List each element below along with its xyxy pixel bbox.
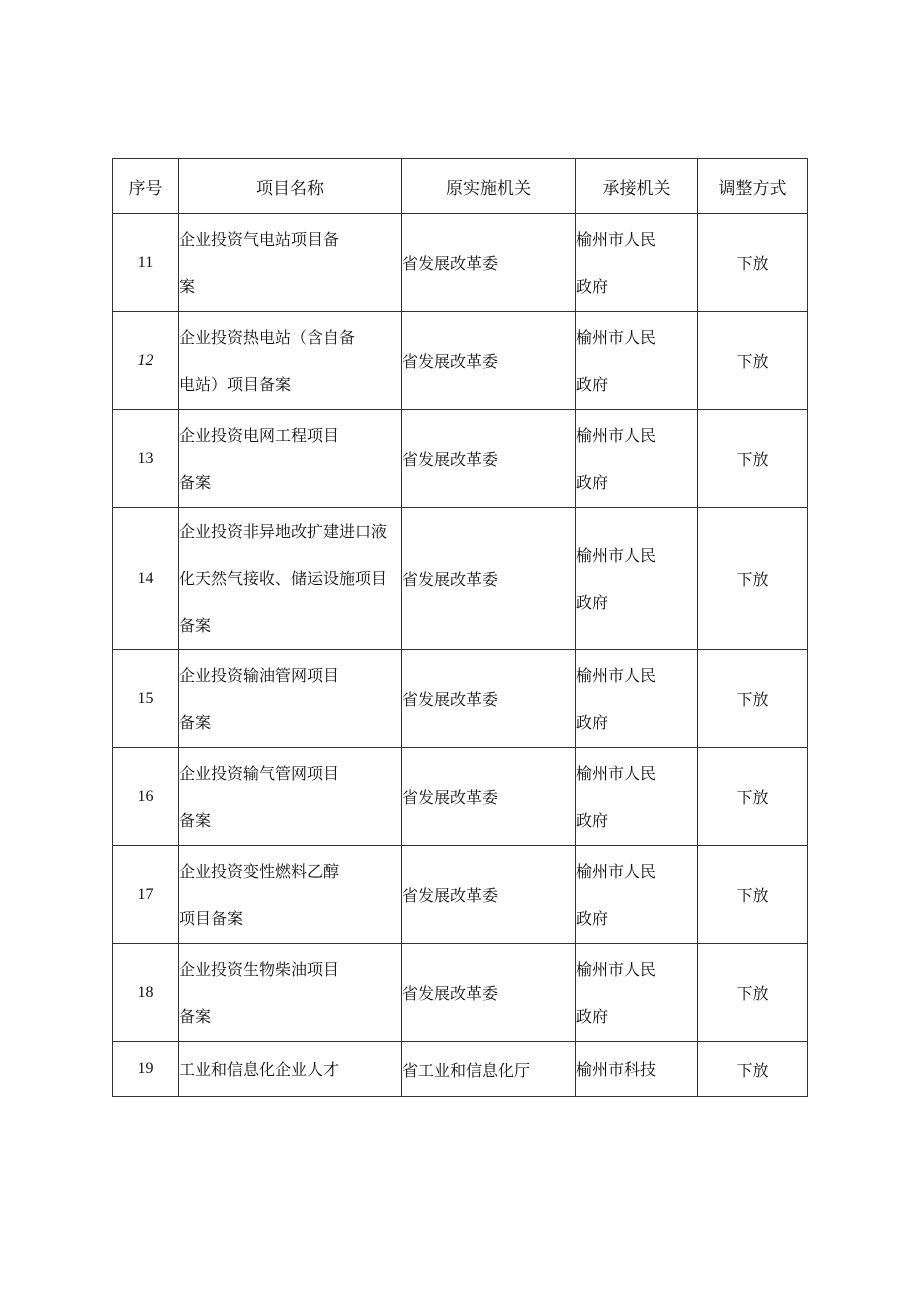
row-item-name	[179, 1042, 402, 1097]
receiving-agency-line: 政府	[576, 276, 609, 296]
row-receiving-agency	[576, 312, 698, 410]
item-name-line: 企业投资气电站项目备	[179, 229, 340, 249]
receiving-agency-line: 政府	[576, 810, 609, 830]
row-original-agency: 省发展改革委	[402, 944, 576, 1042]
row-adjustment: 下放	[698, 944, 808, 1042]
table-row	[113, 410, 808, 508]
row-adjustment: 下放	[698, 312, 808, 410]
row-adjustment: 下放	[698, 748, 808, 846]
item-name-line: 备案	[179, 810, 212, 830]
item-name-line: 企业投资非异地改扩建进口液	[179, 522, 388, 541]
header-seq: 序号	[113, 159, 179, 214]
receiving-agency-line: 榆州市人民	[576, 327, 657, 347]
row-adjustment: 下放	[698, 846, 808, 944]
receiving-agency-line: 榆州市人民	[576, 959, 657, 979]
item-name-line: 企业投资变性燃料乙醇	[179, 861, 340, 881]
table-row	[113, 1042, 808, 1097]
receiving-agency-line: 榆州市人民	[576, 545, 657, 565]
receiving-agency-line: 榆州市人民	[576, 425, 657, 445]
receiving-agency-line: 榆州市人民	[576, 861, 657, 881]
row-original-agency: 省发展改革委	[402, 214, 576, 312]
delegation-table	[112, 158, 808, 1097]
item-name-line: 备案	[179, 712, 212, 732]
row-original-agency: 省发展改革委	[402, 410, 576, 508]
row-adjustment: 下放	[698, 650, 808, 748]
row-seq: 15	[113, 650, 179, 748]
header-original-agency: 原实施机关	[402, 159, 576, 214]
table-row	[113, 944, 808, 1042]
row-receiving-agency	[576, 944, 698, 1042]
row-original-agency: 省工业和信息化厅	[402, 1042, 576, 1097]
row-original-agency: 省发展改革委	[402, 508, 576, 650]
row-seq: 14	[113, 508, 179, 650]
item-name-line: 化天然气接收、储运设施项目	[179, 569, 388, 588]
item-name-line: 备案	[179, 616, 212, 635]
row-original-agency: 省发展改革委	[402, 312, 576, 410]
row-receiving-agency	[576, 748, 698, 846]
row-seq: 18	[113, 944, 179, 1042]
table-row	[113, 214, 808, 312]
header-row	[113, 159, 808, 214]
receiving-agency-line: 榆州市人民	[576, 665, 657, 685]
row-seq: 19	[113, 1042, 179, 1097]
row-item-name	[179, 944, 402, 1042]
receiving-agency-line: 榆州市人民	[576, 229, 657, 249]
receiving-agency-line: 政府	[576, 712, 609, 732]
row-seq: 12	[113, 312, 179, 410]
row-item-name	[179, 508, 402, 650]
item-name-line: 案	[179, 276, 196, 296]
table-header	[113, 159, 808, 214]
item-name-line: 企业投资输油管网项目	[179, 665, 340, 685]
table-row	[113, 748, 808, 846]
header-receiving-agency: 承接机关	[576, 159, 698, 214]
item-name-line: 工业和信息化企业人才	[179, 1059, 340, 1079]
item-name-line: 企业投资电网工程项目	[179, 425, 340, 445]
item-name-line: 企业投资热电站（含自备	[179, 327, 356, 347]
row-item-name	[179, 748, 402, 846]
receiving-agency-line: 政府	[576, 472, 609, 492]
row-item-name	[179, 214, 402, 312]
row-adjustment: 下放	[698, 410, 808, 508]
row-item-name	[179, 846, 402, 944]
row-original-agency: 省发展改革委	[402, 650, 576, 748]
item-name-line: 企业投资生物柴油项目	[179, 959, 340, 979]
header-item-name: 项目名称	[179, 159, 402, 214]
row-receiving-agency	[576, 214, 698, 312]
row-receiving-agency	[576, 846, 698, 944]
table-row	[113, 312, 808, 410]
row-seq: 13	[113, 410, 179, 508]
receiving-agency-line: 政府	[576, 592, 609, 612]
row-seq: 16	[113, 748, 179, 846]
table-body	[113, 214, 808, 1097]
row-adjustment: 下放	[698, 214, 808, 312]
table-row	[113, 650, 808, 748]
row-receiving-agency	[576, 508, 698, 650]
row-seq: 11	[113, 214, 179, 312]
receiving-agency-line: 榆州市科技	[576, 1059, 657, 1079]
header-adjustment-method: 调整方式	[698, 159, 808, 214]
row-original-agency: 省发展改革委	[402, 748, 576, 846]
row-original-agency: 省发展改革委	[402, 846, 576, 944]
row-seq: 17	[113, 846, 179, 944]
item-name-line: 企业投资输气管网项目	[179, 763, 340, 783]
row-adjustment: 下放	[698, 508, 808, 650]
item-name-line: 备案	[179, 472, 212, 492]
receiving-agency-line: 政府	[576, 374, 609, 394]
row-receiving-agency	[576, 1042, 698, 1097]
item-name-line: 备案	[179, 1006, 212, 1026]
row-receiving-agency	[576, 650, 698, 748]
receiving-agency-line: 政府	[576, 1006, 609, 1026]
row-receiving-agency	[576, 410, 698, 508]
row-adjustment: 下放	[698, 1042, 808, 1097]
receiving-agency-line: 政府	[576, 908, 609, 928]
receiving-agency-line: 榆州市人民	[576, 763, 657, 783]
item-name-line: 项目备案	[179, 908, 244, 928]
row-item-name	[179, 410, 402, 508]
table-row	[113, 508, 808, 650]
item-name-line: 电站）项目备案	[179, 374, 292, 394]
row-item-name	[179, 312, 402, 410]
table-row	[113, 846, 808, 944]
row-item-name	[179, 650, 402, 748]
